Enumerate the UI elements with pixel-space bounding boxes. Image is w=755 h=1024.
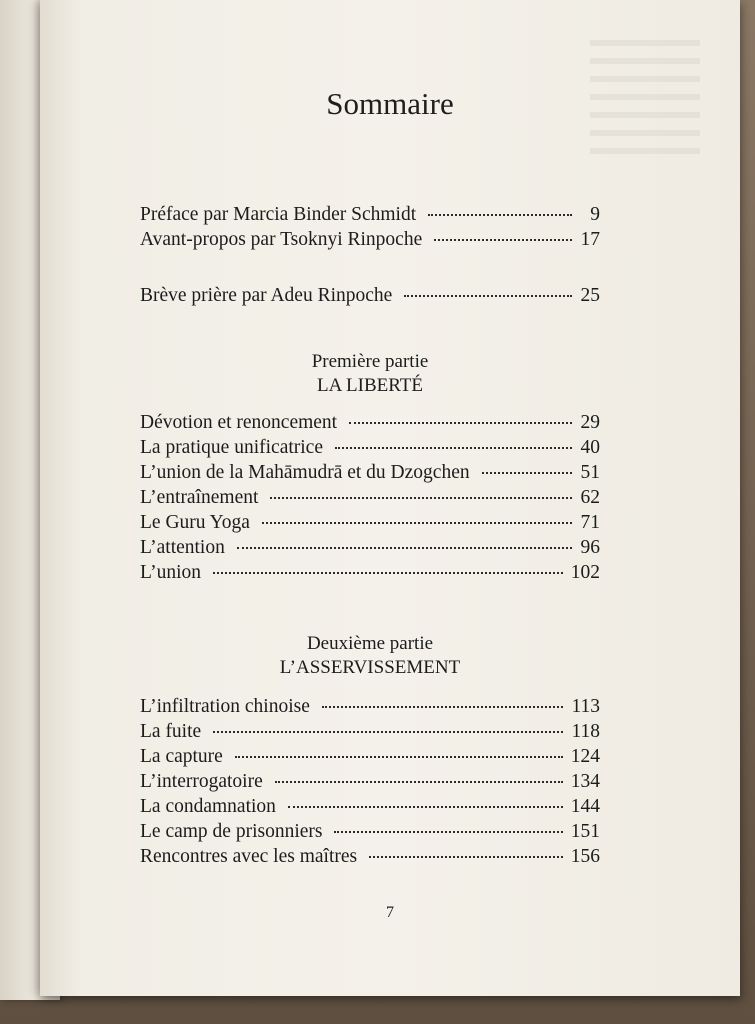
leader-dots: [482, 472, 572, 474]
toc-entry: [140, 819, 600, 844]
toc-entry-label: L’infiltration chinoise: [140, 696, 310, 717]
toc-entry: [140, 694, 600, 719]
front-matter-list: [140, 202, 600, 252]
toc-entry-label: Le Guru Yoga: [140, 512, 250, 533]
toc-entry-label: L’union de la Mahāmudrā et du Dzogchen: [140, 462, 470, 483]
toc-entry: [140, 794, 600, 819]
leader-dots: [262, 522, 572, 524]
part-heading: [120, 632, 620, 680]
leader-dots: [213, 731, 563, 733]
toc-entry: [140, 535, 600, 560]
part-name: L’ASSERVISSEMENT: [279, 657, 461, 678]
leader-dots: [288, 806, 563, 808]
toc-entry-page: 144: [570, 796, 600, 817]
toc-entry-label: L’entraînement: [140, 487, 259, 508]
toc-entry-page: 9: [590, 204, 600, 225]
toc-entry: [140, 744, 600, 769]
toc-entry: [140, 510, 600, 535]
leader-dots: [428, 214, 572, 216]
part-ordinal: Première partie: [311, 351, 429, 372]
toc-entry-page: 134: [570, 771, 600, 792]
leader-dots: [270, 497, 572, 499]
toc-entry-label: Dévotion et renoncement: [140, 412, 338, 433]
leader-dots: [349, 422, 572, 424]
toc-entry: [140, 227, 600, 252]
part2-list: [140, 694, 600, 869]
leader-dots: [237, 547, 572, 549]
toc-entry-label: La condamnation: [140, 796, 276, 817]
toc-entry-page: 151: [570, 821, 600, 842]
leader-dots: [404, 295, 572, 297]
toc-entry: [140, 769, 600, 794]
toc-entry: [140, 460, 600, 485]
toc-entry: [140, 719, 600, 744]
toc-entry: [140, 560, 600, 585]
toc-entry-page: 118: [571, 721, 600, 742]
toc-entry-page: 96: [580, 537, 600, 558]
toc-entry: [140, 283, 600, 308]
leader-dots: [334, 831, 562, 833]
part-ordinal: Deuxième partie: [306, 633, 434, 654]
toc-entry-page: 62: [580, 487, 600, 508]
toc-entry-label: La pratique unificatrice: [140, 437, 323, 458]
page-number: 7: [386, 904, 394, 921]
toc-entry: [140, 435, 600, 460]
toc-entry-label: Avant-propos par Tsoknyi Rinpoche: [140, 229, 423, 250]
toc-entry-page: 29: [580, 412, 600, 433]
toc-entry-page: 71: [580, 512, 600, 533]
toc-entry-label: Préface par Marcia Binder Schmidt: [140, 204, 417, 225]
prayer-list: [140, 283, 600, 308]
part1-list: [140, 410, 600, 585]
toc-entry-page: 17: [580, 229, 600, 250]
toc-entry: [140, 410, 600, 435]
toc-entry-page: 113: [571, 696, 600, 717]
toc-entry-label: L’attention: [140, 537, 225, 558]
leader-dots: [275, 781, 563, 783]
toc-entry: [140, 202, 600, 227]
toc-entry-page: 156: [570, 846, 600, 867]
book-page: [40, 0, 740, 996]
part-name: LA LIBERTÉ: [317, 375, 423, 396]
leader-dots: [335, 447, 572, 449]
toc-entry-label: Brève prière par Adeu Rinpoche: [140, 285, 393, 306]
leader-dots: [235, 756, 563, 758]
leader-dots: [213, 572, 563, 574]
toc-entry-label: L’interrogatoire: [140, 771, 263, 792]
leader-dots: [369, 856, 563, 858]
toc-entry-label: Le camp de prisonniers: [140, 821, 323, 842]
toc-entry-label: La capture: [140, 746, 223, 767]
toc-entry-page: 51: [580, 462, 600, 483]
leader-dots: [434, 239, 572, 241]
toc-entry-label: La fuite: [140, 721, 202, 742]
page-title: Sommaire: [326, 86, 454, 121]
toc-entry: [140, 844, 600, 869]
toc-entry-label: L’union: [140, 562, 202, 583]
toc-entry-page: 124: [570, 746, 600, 767]
toc-entry-page: 25: [580, 285, 600, 306]
toc-entry-label: Rencontres avec les maîtres: [140, 846, 358, 867]
toc-entry: [140, 485, 600, 510]
toc-entry-page: 102: [570, 562, 600, 583]
toc-entry-page: 40: [580, 437, 600, 458]
leader-dots: [322, 706, 564, 708]
part-heading: [120, 350, 620, 398]
